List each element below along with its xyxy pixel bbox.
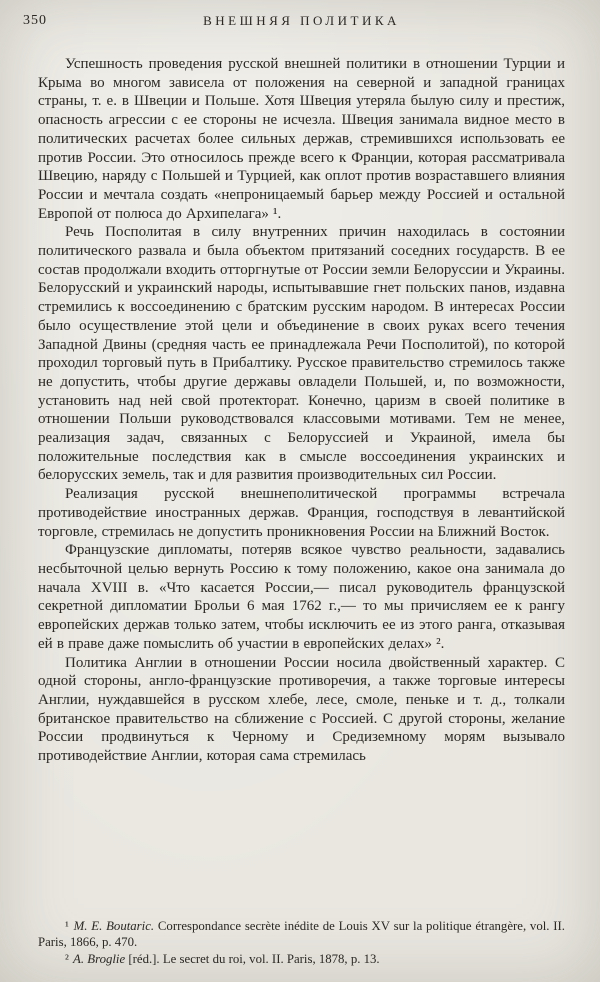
paragraph: Французские дипломаты, потеряв всякое чувство реальности, задавались несбыточной целью вернуть Россию к тому положению, какое она занимала до начала XVIII в. «Что касается России,— писал руководитель французской секретной дипломатии Брольи 6 мая 1762 г.,— то мы причисляем ее к рангу европейских держав только затем, чтобы исключить ее из этого ранга, отказывая ей в праве даже помыслить об участии в европейских делах» ². [38, 542, 565, 652]
paragraph: Речь Посполитая в силу внутренних причин находилась в состоянии политического развала и была объектом притязаний соседних государств. В ее состав продолжали входить отторгнутые от России земли Белоруссии и Украины. Белорусский и украинский народы, испытывавшие гнет польских панов, издавна стремились к воссоединению с братским русским народом. В интересах России было осуществление этой цели и объединение в своих руках всего течения Западной Двины (средняя часть ее принадлежала Речи Посполитой), по которой проходил торговый путь в Прибалтику. Русское правительство стремилось также не допустить, чтобы другие державы овладели Польшей, и, по возможности, установить над ней свой протекторат. Конечно, царизм в своей политике в отношении Польши руководствовался классовыми мотивами. Тем не менее, реализация задач, связанных с Белоруссией и Украиной, имела бы положительные последствия как в смысле воссоединения украинских и белорусских земель, так и для развития производительных сил России. [38, 224, 565, 484]
footnote-marker: ² [65, 952, 70, 967]
footnote [38, 918, 565, 952]
footnote-author: M. E. Boutaric. [73, 918, 155, 933]
page-header [23, 13, 565, 33]
footnotes [38, 912, 565, 968]
running-head: ВНЕШНЯЯ ПОЛИТИКА [203, 13, 400, 28]
footnote [38, 951, 565, 968]
footnote-author: A. Broglie [73, 952, 126, 967]
paragraph: Политика Англии в отношении России носила двойственный характер. С одной стороны, англо-французские противоречия, а также торговые интересы Англии, нуждавшейся в русском хлебе, лесе, смоле, пеньке и т. д., толкали британское правительство на сближение с Россией. С другой стороны, желание России продвинуться к Черному и Средиземному морям вызывало противодействие Англии, которая сама стремилась [38, 654, 565, 765]
footnote-marker: ¹ [65, 918, 70, 933]
paragraph: Реализация русской внешнеполитической программы встречала противодействие иностранных держав. Франция, господствуя в левантийской торговле, стремилась не допустить проникновения России на Ближний Восток. [38, 486, 565, 540]
footnote-text: [réd.]. Le secret du roi, vol. II. Paris, 1878, p. 13. [128, 952, 380, 967]
footnote-text: Correspondance secrète inédite de Louis XV sur la politique étrangère, vol. II. Paris, 1866, p. 470. [38, 918, 565, 950]
page-body [38, 55, 565, 766]
paragraph: Успешность проведения русской внешней политики в отношении Турции и Крыма во многом зависела от положения на северной и западной границах страны, т. е. в Швеции и Польше. Хотя Швеция утеряла былую силу и престиж, опасность агрессии с ее стороны не исчезла. Швеция занимала видное место в политических расчетах более сильных держав, стремившихся использовать ее против России. Это относилось прежде всего к Франции, которая рассматривала Швецию, наряду с Польшей и Турцией, как оплот против возраставшего влияния России и мечтала создать «непроницаемый барьер между Россией и остальной Европой от полюса до Архипелага» ¹. [38, 56, 565, 222]
page-number: 350 [23, 13, 47, 28]
